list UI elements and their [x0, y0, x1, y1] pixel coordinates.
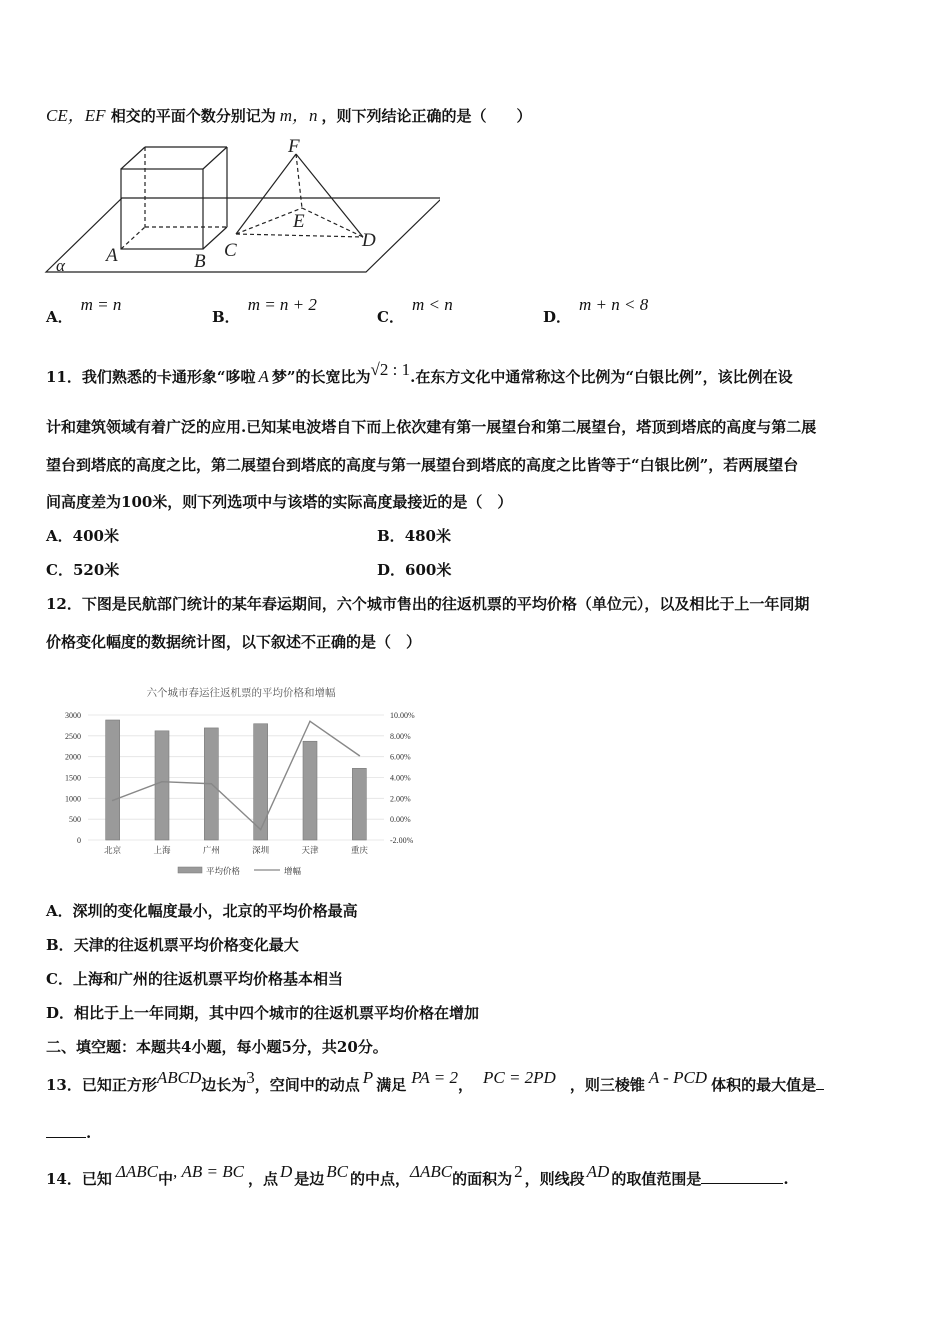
q13-math: A - PCD — [648, 1068, 708, 1087]
q13-tail: . — [86, 1124, 92, 1142]
q11-ratio-math: √2 : 1 — [370, 360, 411, 379]
q13-math: PA = 2 — [411, 1068, 458, 1087]
q13-math: P — [362, 1068, 374, 1087]
option-label: A． — [46, 527, 73, 545]
q13-text: ，空间中的动点 — [254, 1076, 360, 1094]
q10-option-d — [543, 295, 649, 327]
bar-上海 — [155, 731, 169, 840]
option-math: m + n < 8 — [579, 295, 649, 314]
price-chart — [46, 680, 446, 880]
left-tick-label: 1500 — [65, 773, 81, 783]
q14-text: 的取值范围是 — [611, 1170, 702, 1188]
q13-answer-blank[interactable] — [816, 1075, 824, 1090]
q11-option-b — [377, 525, 451, 546]
q11-line1 — [46, 360, 793, 387]
q12-line2: 价格变化幅度的数据统计图，以下叙述不正确的是（ ） — [46, 633, 422, 651]
option-math: m = n — [80, 295, 122, 314]
q14-math: BC — [326, 1162, 348, 1181]
bar-重庆 — [352, 768, 366, 840]
label-C: C — [224, 240, 237, 261]
q13-text: 边长为 — [201, 1076, 247, 1094]
q12-option-b — [46, 934, 299, 955]
q11-text: .在东方文化中通常称这个比例为“白银比例”，该比例在设 — [410, 368, 793, 386]
chart-line — [112, 720, 360, 830]
right-tick-label: 4.00% — [390, 773, 411, 783]
q10-stem — [46, 101, 532, 126]
q13-line2 — [46, 1123, 91, 1142]
legend-bar-swatch — [178, 867, 202, 873]
chart-bars — [106, 720, 367, 840]
q14-math: 2 — [514, 1162, 523, 1181]
increase-point-天津 — [309, 720, 311, 722]
q14-text: 是边 — [294, 1170, 325, 1188]
chart-title: 六个城市春运往返机票的平均价格和增幅 — [146, 687, 336, 699]
label-F: F — [288, 136, 300, 157]
option-math: m = n + 2 — [247, 295, 317, 314]
option-text: 上海和广州的往返机票平均价格基本相当 — [72, 970, 343, 988]
q11-option-d — [377, 559, 451, 580]
option-label: D． — [377, 561, 406, 579]
increase-line — [113, 721, 360, 829]
q13-math: 3 — [246, 1068, 255, 1087]
q13-text: 13．已知正方形 — [46, 1076, 157, 1094]
q13-answer-blank-cont[interactable] — [46, 1123, 86, 1138]
q11-text: 梦”的长宽比为 — [271, 368, 371, 386]
q12-option-c — [46, 968, 343, 989]
left-tick-label: 0 — [77, 836, 81, 845]
q14-math: , AB = BC — [172, 1162, 244, 1181]
q14-text: ，点 — [247, 1170, 278, 1188]
label-B: B — [194, 251, 206, 272]
right-tick-label: 8.00% — [390, 731, 411, 741]
category-label: 广州 — [202, 845, 220, 855]
label-E: E — [293, 211, 305, 232]
q11-text: 11．我们熟悉的卡通形象“哆啦 — [46, 368, 256, 386]
left-tick-label: 1000 — [65, 794, 81, 804]
category-label: 天津 — [301, 845, 319, 855]
q10-stem-text2: ，则下列结论正确的是（ ） — [321, 107, 532, 125]
q12-option-d — [46, 1002, 479, 1023]
bar-深圳 — [254, 724, 268, 840]
q14-text: 的中点， — [350, 1170, 411, 1188]
q14-math: ΔABC — [115, 1162, 158, 1181]
q14-math: AD — [586, 1162, 610, 1181]
chart-left-axis — [65, 711, 81, 845]
label-D: D — [362, 230, 376, 251]
q14-text: 14．已知 — [46, 1170, 112, 1188]
q10-stem-math2: m，n — [279, 106, 318, 125]
q13-math: PC = 2PD — [482, 1068, 556, 1087]
right-tick-label: -2.00% — [390, 836, 414, 845]
option-text: 天津的往返机票平均价格变化最大 — [73, 936, 299, 954]
option-text: 相比于上一年同期，其中四个城市的往返机票平均价格在增加 — [74, 1004, 480, 1022]
left-tick-label: 2000 — [65, 752, 81, 762]
q11-math: A — [258, 367, 269, 386]
q14-tail: . — [783, 1170, 789, 1188]
option-label: A． — [46, 308, 73, 326]
option-label: C． — [46, 561, 73, 579]
left-tick-label: 3000 — [65, 711, 81, 720]
label-A: A — [106, 245, 118, 266]
option-label: B． — [377, 527, 405, 545]
increase-point-重庆 — [359, 755, 361, 757]
q13-text: ， — [457, 1076, 473, 1094]
option-math: m < n — [411, 295, 453, 314]
option-label: A． — [46, 902, 73, 920]
chart-grid — [88, 715, 384, 840]
option-text: 520米 — [72, 561, 120, 579]
option-text: 480米 — [404, 527, 451, 545]
chart-right-axis — [390, 711, 415, 845]
q14-line — [46, 1162, 789, 1189]
option-label: D． — [543, 308, 572, 326]
q14-answer-blank[interactable] — [701, 1169, 783, 1184]
increase-point-上海 — [161, 781, 163, 783]
q13-text: 体积的最大值是 — [711, 1076, 817, 1094]
option-label: D． — [46, 1004, 75, 1022]
q10-stem-text: 相交的平面个数分别记为 — [105, 107, 276, 125]
increase-point-北京 — [112, 800, 114, 802]
legend-bar-label: 平均价格 — [206, 866, 241, 876]
q12-option-a — [46, 900, 358, 921]
option-text: 600米 — [405, 561, 452, 579]
q10-stem-math: CE，EF — [46, 106, 106, 125]
category-label: 重庆 — [350, 845, 368, 855]
category-label: 深圳 — [252, 845, 270, 855]
q10-option-b — [212, 295, 317, 327]
q14-math: ΔABC — [410, 1162, 453, 1181]
q10-option-c — [377, 295, 453, 327]
option-label: C． — [377, 308, 404, 326]
q14-text: 中 — [157, 1170, 173, 1188]
label-alpha: α — [56, 256, 65, 275]
category-label: 北京 — [104, 845, 122, 855]
q12-line1: 12．下图是民航部门统计的某年春运期间，六个城市售出的往返机票的平均价格（单位元），以及相比于上一年同期 — [46, 595, 810, 613]
q14-math: D — [279, 1162, 293, 1181]
bar-北京 — [106, 720, 120, 840]
q10-figure — [40, 134, 440, 284]
q14-text: 的面积为 — [452, 1170, 513, 1188]
q13-text: 满足 — [376, 1076, 407, 1094]
section2-heading: 二、填空题：本题共4小题，每小题5分，共20分。 — [46, 1038, 388, 1056]
q14-text: ，则线段 — [524, 1170, 585, 1188]
q13-text: ，则三棱锥 — [569, 1076, 645, 1094]
q11-line3: 望台到塔底的高度之比，第二展望台到塔底的高度与第一展望台到塔底的高度之比皆等于“白银比例”，若两展望台 — [46, 456, 799, 474]
bar-天津 — [303, 741, 317, 840]
chart-categories — [104, 845, 368, 855]
option-label: B． — [212, 308, 240, 326]
q13-math: ABCD — [156, 1068, 202, 1087]
option-label: C． — [46, 970, 73, 988]
right-tick-label: 0.00% — [390, 815, 411, 825]
q13-line — [46, 1068, 824, 1095]
left-tick-label: 500 — [69, 815, 81, 825]
q11-option-c — [46, 559, 119, 580]
q11-line2: 计和建筑领域有着广泛的应用.已知某电波塔自下而上依次建有第一展望台和第二展望台，塔顶到塔底的高度与第二展 — [46, 418, 817, 436]
increase-point-广州 — [211, 783, 213, 785]
category-label: 上海 — [153, 845, 171, 855]
increase-point-深圳 — [260, 829, 262, 831]
right-tick-label: 6.00% — [390, 752, 411, 762]
option-text: 深圳的变化幅度最小，北京的平均价格最高 — [72, 902, 358, 920]
q11-line4: 间高度差为100米，则下列选项中与该塔的实际高度最接近的是（ ） — [46, 493, 513, 511]
legend-line-label: 增幅 — [284, 866, 302, 876]
option-label: B． — [46, 936, 74, 954]
right-tick-label: 2.00% — [390, 794, 411, 804]
right-tick-label: 10.00% — [390, 711, 415, 720]
q10-option-a — [46, 295, 122, 327]
option-text: 400米 — [72, 527, 119, 545]
left-tick-label: 2500 — [65, 731, 81, 741]
q11-option-a — [46, 525, 119, 546]
chart-legend — [178, 866, 302, 876]
